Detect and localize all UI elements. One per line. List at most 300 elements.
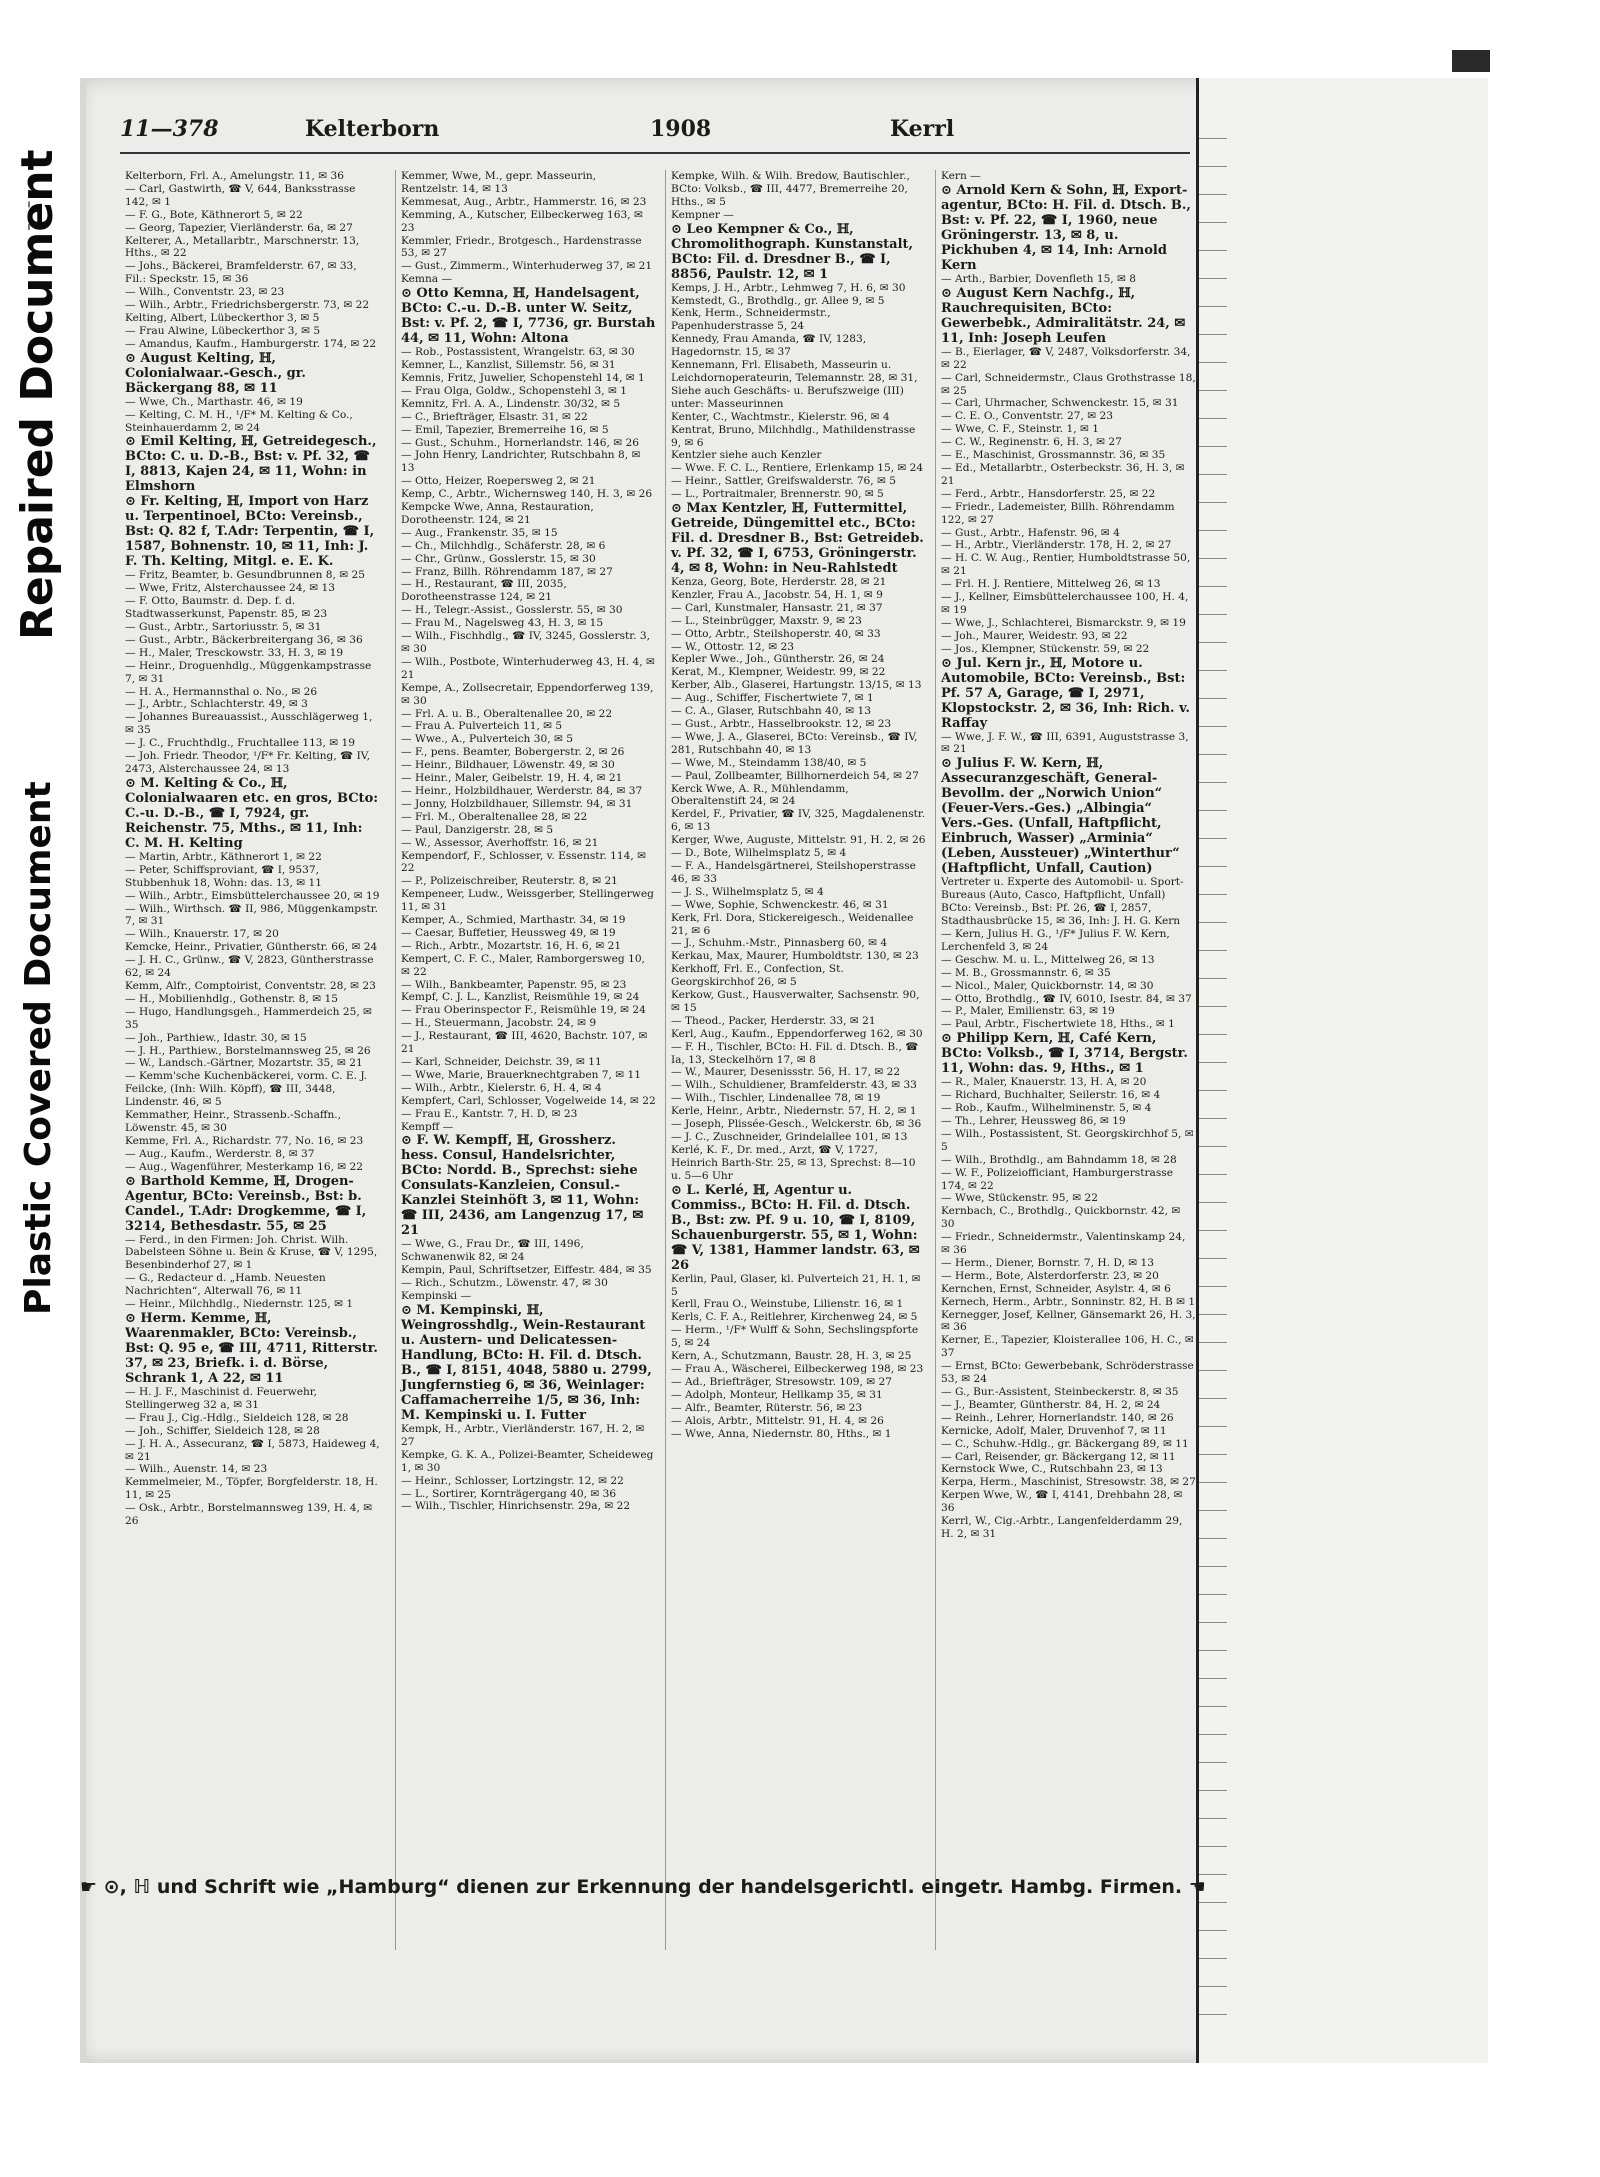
directory-entry: — Emil, Tapezier, Bremerreihe 16, ✉ 5 (401, 423, 609, 436)
directory-entry: — Carl, Kunstmaler, Hansastr. 21, ✉ 37 (671, 601, 883, 614)
directory-entry: Kemmesat, Aug., Arbtr., Hammerstr. 16, ✉ 23 (401, 195, 647, 208)
directory-entry: ⊙ Jul. Kern jr., ℍ, Motore u. Automobile, BCto: Vereinsb., Bst: Pf. 57 A, Garage, ☎ I, 2971, Klopstockstr. 2, ✉ 36, Inh: Rich. v. Raffay (941, 655, 1190, 731)
adjacent-page-text-fragment (1199, 1230, 1227, 1231)
directory-entry: — Geschw. M. u. L., Mittelweg 26, ✉ 13 (941, 953, 1155, 966)
directory-entry: Kernegger, Josef, Kellner, Gänsemarkt 26, H. 3, ✉ 36 (941, 1308, 1196, 1334)
directory-entry: — Heinr., Sattler, Greifswalderstr. 76, ✉ 5 (671, 475, 897, 488)
directory-entry: Kempe, A., Zollsecretair, Eppendorferweg 139, ✉ 30 (401, 681, 654, 707)
directory-entry: — Gust., Arbtr., Sartoriusstr. 5, ✉ 31 (125, 621, 322, 634)
directory-entry: Kerkow, Gust., Hausverwalter, Sachsenstr. 90, ✉ 15 (671, 989, 920, 1014)
directory-entry: — H., Arbtr., Vierländerstr. 178, H. 2, ✉ 27 (941, 539, 1172, 552)
directory-entry: Kelting, Albert, Lübeckerthor 3, ✉ 5 (125, 311, 320, 324)
directory-entry: — Frau M., Nagelsweg 43, H. 3, ✉ 15 (401, 617, 604, 630)
directory-entry: — Wilh., Brothdlg., am Bahndamm 18, ✉ 28 (941, 1153, 1177, 1166)
directory-entry: — Wilh., Arbtr., Eimsbüttelerchaussee 20, ✉ 19 (125, 889, 380, 902)
directory-entry: — J., Arbtr., Schlachterstr. 49, ✉ 3 (125, 698, 308, 711)
directory-entry: Kerpen Wwe, W., ☎ I, 4141, Drehbahn 28, ✉ 36 (941, 1489, 1183, 1515)
directory-entry: Kerat, M., Klempner, Weidestr. 99, ✉ 22 (671, 666, 886, 679)
directory-entry: — Chr., Grünw., Gosslerstr. 15, ✉ 30 (401, 552, 596, 565)
adjacent-page-text-fragment (1199, 978, 1227, 979)
directory-column-3 (665, 170, 926, 1950)
directory-entry: Kemp, C., Arbtr., Wichernsweg 140, H. 3, ✉ 26 (401, 488, 653, 501)
directory-entry: — W., Landsch.-Gärtner, Mozartstr. 35, ✉ 21 (125, 1057, 363, 1070)
adjacent-page-text-fragment (1199, 1454, 1227, 1455)
directory-entry: — Frau E., Kantstr. 7, H. D, ✉ 23 (401, 1107, 578, 1120)
directory-entry: Kemner, L., Kanzlist, Sillemstr. 56, ✉ 31 (401, 359, 616, 372)
directory-entry: Kernstock Wwe, C., Rutschbahn 23, ✉ 13 (941, 1463, 1163, 1476)
directory-entry: — Wilh., Auenstr. 14, ✉ 23 (125, 1463, 268, 1476)
directory-entry: Kerk, Frl. Dora, Stickereigesch., Weidenallee 21, ✉ 6 (671, 911, 914, 937)
directory-entry: — Ed., Metallarbtr., Osterbeckstr. 36, H. 3, ✉ 21 (941, 461, 1185, 487)
directory-entry: — Kelting, C. M. H., ¹/F* M. Kelting & Co., Steinhauerdamm 2, ✉ 24 (125, 408, 353, 434)
directory-entry: — J. H. A., Assecuranz, ☎ I, 5873, Haideweg 4, ✉ 21 (125, 1437, 380, 1463)
directory-entry: ⊙ August Kelting, ℍ, Colonialwaar.-Gesch., gr. Bäckergang 88, ✉ 11 (125, 350, 306, 396)
adjacent-page-text-fragment (1199, 1762, 1227, 1763)
adjacent-page-text-fragment (1199, 1566, 1227, 1567)
adjacent-page-text-fragment (1199, 1174, 1227, 1175)
adjacent-page-text-fragment (1199, 1062, 1227, 1063)
directory-entry: — Joh., Parthiew., Idastr. 30, ✉ 15 (125, 1031, 307, 1044)
directory-entry: — J. H., Parthiew., Borstelmannsweg 25, ✉ 26 (125, 1044, 371, 1057)
directory-entry: — Wwe, Ch., Marthastr. 46, ✉ 19 (125, 395, 303, 408)
directory-entry: ⊙ Fr. Kelting, ℍ, Import von Harz u. Terpentinoel, BCto: Vereinsb., Bst: Q. 82 f, T.Adr: Terpentin, ☎ I, 1587, Bohnenstr. 10, ✉ 11, Inh: J. F. Th. Kelting, Mitgl. e. E. K. (125, 494, 375, 570)
directory-entry: — Herm., ¹/F* Wulff & Sohn, Sechslingspforte 5, ✉ 24 (671, 1324, 919, 1350)
adjacent-page-text-fragment (1199, 586, 1227, 587)
directory-entry: — Reinh., Lehrer, Hornerlandstr. 140, ✉ 26 (941, 1411, 1174, 1424)
adjacent-page-text-fragment (1199, 1734, 1227, 1735)
adjacent-page-text-fragment (1199, 614, 1227, 615)
directory-entry: — Aug., Frankenstr. 35, ✉ 15 (401, 526, 558, 539)
directory-entry: ⊙ Arnold Kern & Sohn, ℍ, Export-agentur, BCto: H. Fil. d. Dtsch. B., Bst: v. Pf. 22, ☎ I, 1960, neue Gröningerstr. 13, ✉ 8, u. Pickhuben 4, ✉ 14, Inh: Arnold Kern (941, 182, 1191, 273)
repaired-document-label: Repaired Document (12, 149, 63, 640)
adjacent-page-text-fragment (1199, 1398, 1227, 1399)
directory-entry: — Ernst, BCto: Gewerbebank, Schröderstrasse 53, ✉ 24 (941, 1360, 1194, 1386)
directory-entry: Kenk, Herm., Schneidermstr., Papenhuderstrasse 5, 24 (671, 307, 831, 333)
directory-entry: Kempert, C. F. C., Maler, Ramborgersweg 10, ✉ 22 (401, 952, 645, 978)
directory-entry: — F. A., Handelsgärtnerei, Steilshoperstrasse 46, ✉ 33 (671, 859, 916, 885)
directory-entry: Kerdel, F., Privatier, ☎ IV, 325, Magdalenenstr. 6, ✉ 13 (671, 808, 926, 834)
directory-entry: — C. A., Glaser, Rutschbahn 40, ✉ 13 (671, 705, 871, 718)
directory-entry: — Rich., Schutzm., Löwenstr. 47, ✉ 30 (401, 1277, 608, 1290)
adjacent-page-text-fragment (1199, 1986, 1227, 1987)
adjacent-page-text-fragment (1199, 530, 1227, 531)
directory-entry: Kerls, C. F. A., Reitlehrer, Kirchenweg 24, ✉ 5 (671, 1311, 918, 1324)
directory-entry: — Wilh., Postassistent, St. Georgskirchhof 5, ✉ 5 (941, 1127, 1194, 1153)
adjacent-page-text-fragment (1199, 642, 1227, 643)
directory-entry: Kerl, Aug., Kaufm., Eppendorferweg 162, ✉ 30 (671, 1027, 923, 1040)
adjacent-page-text-fragment (1199, 1958, 1227, 1959)
directory-entry: — Frl. M., Oberaltenallee 28, ✉ 22 (401, 810, 588, 823)
directory-entry: — Carl, Uhrmacher, Schwenckestr. 15, ✉ 31 (941, 397, 1179, 410)
directory-entry: — C. E. O., Conventstr. 27, ✉ 23 (941, 410, 1113, 423)
directory-entry: Kenzler, Frau A., Jacobstr. 54, H. 1, ✉ 9 (671, 588, 883, 601)
directory-entry: ⊙ Emil Kelting, ℍ, Getreidegesch., BCto: C. u. D.-B., Bst: v. Pf. 32, ☎ I, 8813, Kajen 24, ✉ 11, Wohn: in Elmshorn (125, 434, 377, 495)
directory-entry: Kempin, Paul, Schriftsetzer, Eiffestr. 484, ✉ 35 (401, 1264, 652, 1277)
adjacent-page-text-fragment (1199, 502, 1227, 503)
directory-entry: — Kern, Julius H. G., ¹/F* Julius F. W. Kern, Lerchenfeld 3, ✉ 24 (941, 928, 1170, 953)
directory-entry: Kerle, Heinr., Arbtr., Niedernstr. 57, H. 2, ✉ 1 (671, 1105, 917, 1118)
header-first-entry: Kelterborn (305, 116, 440, 142)
directory-entry: — H. C. W. Aug., Rentier, Humboldtstrasse 50, ✉ 21 (941, 552, 1191, 578)
directory-entry: — Frau A., Wäscherei, Eilbeckerweg 198, ✉ 23 (671, 1362, 924, 1375)
adjacent-page-text-fragment (1199, 2014, 1227, 2015)
directory-entry: Kerpa, Herm., Maschinist, Stresowstr. 38, ✉ 27 (941, 1476, 1196, 1489)
directory-entry: ⊙ Herm. Kemme, ℍ, Waarenmakler, BCto: Vereinsb., Bst: Q. 95 e, ☎ III, 4711, Ritterstr. 37, ✉ 23, Briefk. i. d. Börse, Schrank 1, A 22, ✉ 11 (125, 1311, 378, 1386)
directory-entry: — Wwe, M., Steindamm 138/40, ✉ 5 (671, 756, 867, 769)
directory-column-4 (935, 170, 1196, 1950)
adjacent-page-text-fragment (1199, 1510, 1227, 1511)
directory-entry: — Franz, Billh. Röhrendamm 187, ✉ 27 (401, 565, 613, 578)
adjacent-page-text-fragment (1199, 810, 1227, 811)
directory-entry: Kerner, E., Tapezier, Kloisterallee 106, H. C., ✉ 37 (941, 1334, 1194, 1360)
directory-entry: — Theod., Packer, Herderstr. 33, ✉ 21 (671, 1014, 876, 1027)
directory-entry: — Frl. A. u. B., Oberaltenallee 20, ✉ 22 (401, 707, 613, 720)
directory-entry: Kemnis, Fritz, Juwelier, Schopenstehl 14, ✉ 1 (401, 371, 645, 384)
directory-entry: — Nicol., Maler, Quickbornstr. 14, ✉ 30 (941, 979, 1154, 992)
directory-entry: Kernech, Herm., Arbtr., Sonninstr. 82, H. B ✉ 1 (941, 1295, 1196, 1308)
directory-entry: — Wwe, Marie, Brauerknechtgraben 7, ✉ 11 (401, 1068, 641, 1081)
directory-entry: Kerrl, W., Cig.-Arbtr., Langenfelderdamm 29, H. 2, ✉ 31 (941, 1515, 1183, 1540)
directory-entry: — Heinr., Schlosser, Lortzingstr. 12, ✉ 22 (401, 1474, 624, 1487)
directory-entry: — Heinr., Holzbildhauer, Werderstr. 84, ✉ 37 (401, 784, 643, 797)
directory-entry: — Martin, Arbtr., Käthnerort 1, ✉ 22 (125, 850, 322, 863)
directory-entry: — D., Bote, Wilhelmsplatz 5, ✉ 4 (671, 847, 847, 860)
adjacent-page-text-fragment (1199, 922, 1227, 923)
footer-text: ⊙, ℍ und Schrift wie „Hamburg“ dienen zur Erkennung der handelsgerichtl. eingetr. Hambg. Firmen. (103, 1876, 1183, 1898)
plastic-covered-document-label: Plastic Covered Document (18, 781, 59, 1315)
directory-column-1 (125, 170, 380, 1950)
adjacent-page-text-fragment (1199, 1342, 1227, 1343)
adjacent-page-text-fragment (1199, 1426, 1227, 1427)
directory-entry: Kemm, Alfr., Comptoirist, Conventstr. 28, ✉ 23 (125, 979, 376, 992)
directory-entry: — Wwe, J. F. W., ☎ III, 6391, Auguststrasse 3, ✉ 21 (941, 730, 1189, 756)
directory-entry: Kerck Wwe, A. R., Mühlendamm, Oberaltenstift 24, ✉ 24 (671, 782, 849, 808)
directory-entry: — Wwe, J., Schlachterei, Bismarckstr. 9, ✉ 19 (941, 616, 1186, 629)
directory-entry: — Wilh., Tischler, Lindenallee 78, ✉ 19 (671, 1092, 881, 1105)
directory-entry: — Gust., Arbtr., Hafenstr. 96, ✉ 4 (941, 526, 1120, 539)
directory-entry: — Osk., Arbtr., Borstelmannsweg 139, H. 4, ✉ 26 (125, 1502, 373, 1528)
adjacent-page-text-fragment (1199, 1902, 1227, 1903)
directory-entry: ⊙ M. Kelting & Co., ℍ, Colonialwaaren etc. en gros, BCto: C.-u. D.-B., ☎ I, 7924, gr. Reichenstr. 75, Mths., ✉ 11, Inh: C. M. H. Kelting (125, 775, 379, 851)
directory-entry: — Arth., Barbier, Dovenfleth 15, ✉ 8 (941, 272, 1137, 285)
directory-entry: — Wilh., Tischler, Hinrichsenstr. 29a, ✉ 22 (401, 1500, 631, 1513)
directory-entry: Kerlé, K. F., Dr. med., Arzt, ☎ V, 1727, Heinrich Barth-Str. 25, ✉ 13, Sprechst: 8—10 u. 5—6 Uhr (671, 1143, 916, 1182)
directory-entry: Kempinski — (401, 1290, 472, 1303)
directory-entry: — Otto, Arbtr., Steilshoperstr. 40, ✉ 33 (671, 627, 881, 640)
directory-entry: — W. F., Polizeiofficiant, Hamburgerstrasse 174, ✉ 22 (941, 1166, 1173, 1192)
adjacent-page-text-fragment (1199, 1818, 1227, 1819)
directory-entry: — Wwe, Anna, Niedernstr. 80, Hths., ✉ 1 (671, 1427, 892, 1440)
adjacent-page-text-fragment (1199, 222, 1227, 223)
directory-entry: ⊙ August Kern Nachfg., ℍ, Rauchrequisiten, BCto: Gewerbebk., Admiralitätstr. 24, ✉ 11, Inh: Joseph Leufen (941, 285, 1186, 346)
adjacent-page-text-fragment (1199, 1482, 1227, 1483)
directory-entry: — Heinr., Maler, Geibelstr. 19, H. 4, ✉ 21 (401, 772, 623, 785)
adjacent-page-text-fragment (1199, 1090, 1227, 1091)
adjacent-page-text-fragment (1199, 1790, 1227, 1791)
directory-entry: — Wilh., Knauerstr. 17, ✉ 20 (125, 928, 279, 941)
directory-entry: Kennedy, Frau Amanda, ☎ IV, 1283, Hagedornstr. 15, ✉ 37 (671, 333, 867, 359)
directory-entry: — Otto, Heizer, Roepersweg 2, ✉ 21 (401, 475, 596, 488)
directory-entry: — Kemm'sche Kuchenbäckerei, vorm. C. E. J. Feilcke, (Inh: Wilh. Köpff), ☎ III, 3448, Lindenstr. 46, ✉ 5 (125, 1070, 368, 1109)
bottom-band (0, 2065, 1600, 2177)
adjacent-page-text-fragment (1199, 838, 1227, 839)
directory-entry: ⊙ Philipp Kern, ℍ, Café Kern, BCto: Volksb., ☎ I, 3714, Bergstr. 11, Wohn: das. 9, Hths., ✉ 1 (941, 1031, 1188, 1077)
directory-entry: Kentzler siehe auch Kenzler (671, 449, 822, 462)
directory-entry: — Wilh., Fischhdlg., ☎ IV, 3245, Gosslerstr. 3, ✉ 30 (401, 630, 651, 655)
directory-entry: — G., Bur.-Assistent, Steinbeckerstr. 8, ✉ 35 (941, 1386, 1179, 1398)
directory-entry: — Joh. Friedr. Theodor, ¹/F* Fr. Kelting, ☎ IV, 2473, Alsterchaussee 24, ✉ 13 (125, 750, 370, 775)
directory-entry: — H., Maler, Tresckowstr. 33, H. 3, ✉ 19 (125, 646, 344, 659)
directory-entry: Kempke, G. K. A., Polizei-Beamter, Scheideweg 1, ✉ 30 (401, 1448, 654, 1474)
adjacent-page-text-fragment (1199, 950, 1227, 951)
directory-entry: — Georg, Tapezier, Vierländerstr. 6a, ✉ 27 (125, 221, 353, 234)
adjacent-page-text-fragment (1199, 474, 1227, 475)
directory-entry: Kepler Wwe., Joh., Güntherstr. 26, ✉ 24 (671, 653, 885, 666)
adjacent-page-text-fragment (1199, 1146, 1227, 1147)
directory-entry: — Wilh., Bankbeamter, Papenstr. 95, ✉ 23 (401, 978, 627, 991)
page-footer (80, 1876, 1206, 1906)
adjacent-page-text-fragment (1199, 166, 1227, 167)
adjacent-page-text-fragment (1199, 334, 1227, 335)
adjacent-page-text-fragment (1199, 726, 1227, 727)
directory-entry: — Gust., Zimmerm., Winterhuderweg 37, ✉ 21 (401, 260, 653, 273)
directory-entry: — Rob., Kaufm., Wilhelminenstr. 5, ✉ 4 (941, 1102, 1152, 1115)
directory-entry: — Th., Lehrer, Heussweg 86, ✉ 19 (941, 1114, 1126, 1127)
directory-entry: Kempeneer, Ludw., Weissgerber, Stellingerweg 11, ✉ 31 (401, 888, 654, 914)
pointing-hand-icon: ☚ (1188, 1876, 1206, 1898)
directory-entry: — P., Polizeischreiber, Reuterstr. 8, ✉ 21 (401, 875, 618, 888)
directory-entry: — Herm., Diener, Bornstr. 7, H. D, ✉ 13 (941, 1256, 1154, 1269)
directory-entry: — Heinr., Droguenhdlg., Müggenkampstrasse 7, ✉ 31 (125, 659, 372, 685)
directory-entry: Kemna — (401, 273, 453, 286)
directory-entry: Kemmelmeier, M., Töpfer, Borgfelderstr. 18, H. 11, ✉ 25 (125, 1476, 378, 1502)
directory-entry: ⊙ Barthold Kemme, ℍ, Drogen-Agentur, BCto: Vereinsb., Bst: b. Candel., T.Adr: Drogkemme, ☎ I, 3214, Bethesdastr. 55, ✉ 25 (125, 1173, 367, 1234)
directory-entry: ⊙ L. Kerlé, ℍ, Agentur u. Commiss., BCto: H. Fil. d. Dtsch. B., Bst: zw. Pf. 9 u. 10, ☎ I, 8109, Schauenburgerstr. 55, ✉ 1, Wohn: ☎ V, 1381, Hammer landstr. 63, ✉ 26 (671, 1182, 920, 1273)
adjacent-page-text-fragment (1199, 1706, 1227, 1707)
directory-entry: — W., Maurer, Desenissstr. 56, H. 17, ✉ 22 (671, 1066, 901, 1079)
directory-entry: — J., Beamter, Güntherstr. 84, H. 2, ✉ 24 (941, 1398, 1161, 1411)
page-header (120, 114, 1190, 154)
directory-entry: — C., Briefträger, Elsastr. 31, ✉ 22 (401, 410, 588, 423)
directory-entry: — J. H. C., Grünw., ☎ V, 2823, Güntherstrasse 62, ✉ 24 (125, 954, 374, 980)
directory-entry: Kemcke, Heinr., Privatier, Güntherstr. 66, ✉ 24 (125, 941, 378, 954)
adjacent-page-text-fragment (1199, 782, 1227, 783)
directory-entry: Kempfert, Carl, Schlosser, Vogelweide 14, ✉ 22 (401, 1094, 656, 1107)
directory-entry: Kerber, Alb., Glaserei, Hartungstr. 13/15, ✉ 13 (671, 679, 922, 692)
adjacent-page-text-fragment (1199, 1006, 1227, 1007)
directory-entry: — F. H., Tischler, BCto: H. Fil. d. Dtsch. B., ☎ Ia, 13, Steckelhörn 17, ✉ 8 (671, 1040, 919, 1066)
adjacent-page-text-fragment (1199, 1594, 1227, 1595)
directory-entry: — W., Ottostr. 12, ✉ 23 (671, 640, 794, 653)
directory-entry: — C., Schuhw.-Hdlg., gr. Bäckergang 89, ✉ 11 (941, 1437, 1189, 1450)
directory-entry: — Caesar, Buffetier, Heussweg 49, ✉ 19 (401, 926, 616, 939)
adjacent-page-text-fragment (1199, 306, 1227, 307)
directory-entry: — H., Mobilienhdlg., Gothenstr. 8, ✉ 15 (125, 992, 338, 1005)
directory-entry: — Gust., Schuhm., Hornerlandstr. 146, ✉ 26 (401, 436, 640, 449)
directory-entry: Vertreter u. Experte des Automobil- u. Sport-Bureaus (Auto, Casco, Haftpflicht, Unfall) (941, 876, 1184, 902)
directory-entry: Kelterer, A., Metallarbtr., Marschnerstr. 13, Hths., ✉ 22 (125, 234, 360, 260)
directory-entry: — J., Schuhm.-Mstr., Pinnasberg 60, ✉ 4 (671, 937, 888, 950)
directory-entry: — Frau Olga, Goldw., Schopenstehl 3, ✉ 1 (401, 384, 627, 397)
directory-entry: Kemps, J. H., Arbtr., Lehmweg 7, H. 6, ✉ 30 (671, 281, 906, 294)
directory-entry: — F., pens. Beamter, Bobergerstr. 2, ✉ 26 (401, 746, 625, 759)
directory-entry: Kempner — (671, 208, 734, 221)
adjacent-page-text-fragment (1199, 194, 1227, 195)
directory-entry: — Wwe., A., Pulverteich 30, ✉ 5 (401, 733, 573, 746)
directory-entry: — C. W., Reginenstr. 6, H. 3, ✉ 27 (941, 436, 1122, 449)
directory-entry: — J., Restaurant, ☎ III, 4620, Bachstr. 107, ✉ 21 (401, 1030, 648, 1056)
directory-entry: ⊙ Max Kentzler, ℍ, Futtermittel, Getreide, Düngemittel etc., BCto: Fil. d. Dresdner B., Bst: Getreideb. v. Pf. 32, ☎ I, 6753, Gröningerstr. 4, ✉ 8, Wohn: in Neu-Rahlstedt (671, 501, 924, 577)
scanned-page (80, 78, 1485, 2063)
directory-entry: — Rich., Arbtr., Mozartstr. 16, H. 6, ✉ 21 (401, 939, 622, 952)
side-labels (0, 90, 75, 1315)
directory-entry: — Johannes Bureauassist., Ausschlägerweg 1, ✉ 35 (125, 711, 373, 737)
directory-entry: Kenter, C., Wachtmstr., Kielerstr. 96, ✉ 4 (671, 410, 890, 423)
top-band (0, 0, 1600, 50)
directory-entry: — Aug., Schiffer, Fischertwiete 7, ✉ 1 (671, 692, 874, 705)
directory-entry: — H., Steuermann, Jacobstr. 24, ✉ 9 (401, 1017, 597, 1030)
directory-entry: Kernicke, Adolf, Maler, Druvenhof 7, ✉ 11 (941, 1424, 1167, 1437)
directory-entry: — Wwe, J. A., Glaserei, BCto: Vereinsb., ☎ IV, 281, Rutschbahn 40, ✉ 13 (671, 730, 918, 756)
directory-entry: — Friedr., Lademeister, Billh. Röhrendamm 122, ✉ 27 (941, 500, 1175, 526)
directory-entry: — Frau Oberinspector F., Reismühle 19, ✉ 24 (401, 1004, 646, 1017)
adjacent-page-text-fragment (1199, 278, 1227, 279)
directory-entry: — Aug., Kaufm., Werderstr. 8, ✉ 37 (125, 1147, 315, 1160)
directory-entry: — Herm., Bote, Alsterdorferstr. 23, ✉ 20 (941, 1269, 1159, 1282)
pointing-hand-icon: ☛ (80, 1876, 98, 1898)
directory-entry: Kerll, Frau O., Weinstube, Lilienstr. 16, ✉ 1 (671, 1298, 904, 1311)
directory-entry: — Ad., Briefträger, Stresowstr. 109, ✉ 27 (671, 1375, 892, 1388)
directory-entry: — Heinr., Milchhdlg., Niedernstr. 125, ✉ 1 (125, 1298, 354, 1311)
directory-entry: — Rob., Postassistent, Wrangelstr. 63, ✉ 30 (401, 346, 635, 359)
directory-entry: — Richard, Buchhalter, Seilerstr. 16, ✉ 4 (941, 1089, 1161, 1102)
header-year: 1908 (650, 116, 712, 142)
directory-entry: Kempff — (401, 1120, 454, 1133)
directory-entry: — Frau A. Pulverteich 11, ✉ 5 (401, 720, 563, 733)
adjacent-page-text-fragment (1199, 1874, 1227, 1875)
directory-entry: — P., Maler, Emilienstr. 63, ✉ 19 (941, 1005, 1115, 1018)
directory-entry: — Paul, Zollbeamter, Billhornerdeich 54, ✉ 27 (671, 769, 919, 782)
directory-entry: — Fritz, Beamter, b. Gesundbrunnen 8, ✉ 25 (125, 569, 365, 582)
adjacent-page-text-fragment (1199, 754, 1227, 755)
directory-entry: ⊙ F. W. Kempff, ℍ, Grossherz. hess. Consul, Handelsrichter, BCto: Nordd. B., Sprechst: siehe Consulats-Kanzleien, Consul.-Kanzlei Steinhöft 3, ✉ 11, Wohn: ☎ III, 2436, am Langenzug 17, ✉ 21 (401, 1133, 644, 1239)
directory-entry: — Joh., Maurer, Weidestr. 93, ✉ 22 (941, 629, 1128, 642)
header-last-entry: Kerrl (890, 116, 955, 142)
directory-entry: Kernbach, C., Brothdlg., Quickbornstr. 42, ✉ 30 (941, 1205, 1181, 1231)
directory-column-2 (395, 170, 656, 1950)
directory-entry: — Wwe, Fritz, Alsterchaussee 24, ✉ 13 (125, 582, 335, 595)
directory-entry: — Otto, Brothdlg., ☎ IV, 6010, Isestr. 84, ✉ 37 (941, 992, 1192, 1005)
directory-entry: Kelterborn, Frl. A., Amelungstr. 11, ✉ 36 (125, 170, 344, 182)
directory-entry: — Johs., Bäckerei, Bramfelderstr. 67, ✉ 33, Fil.: Speckstr. 15, ✉ 36 (125, 260, 357, 286)
adjacent-page-text-fragment (1199, 894, 1227, 895)
directory-entry: Kerkhoff, Frl. E., Confection, St. Georgskirchhof 26, ✉ 5 (671, 963, 844, 989)
directory-entry: — Wwe, Stückenstr. 95, ✉ 22 (941, 1192, 1098, 1205)
directory-entry: — Frl. H. J. Rentiere, Mittelweg 26, ✉ 13 (941, 578, 1161, 591)
directory-entry: — J., Kellner, Eimsbüttelerchaussee 100, H. 4, ✉ 19 (941, 591, 1189, 616)
directory-entry: Kempendorf, F., Schlosser, v. Essenstr. 114, ✉ 22 (401, 849, 646, 875)
directory-entry: Kernchen, Ernst, Schneider, Asylstr. 4, ✉ 6 (941, 1282, 1171, 1295)
adjacent-page-text-fragment (1199, 362, 1227, 363)
adjacent-page-text-fragment (1199, 1538, 1227, 1539)
directory-entry: — John Henry, Landrichter, Rutschbahn 8, ✉ 13 (401, 449, 641, 475)
directory-entry: Kerger, Wwe, Auguste, Mittelstr. 91, H. 2, ✉ 26 (671, 834, 926, 847)
directory-entry: — Wwe. F. C. L., Rentiere, Erlenkamp 15, ✉ 24 (671, 462, 924, 475)
directory-entry: — J. C., Fruchthdlg., Fruchtallee 113, ✉ 19 (125, 737, 356, 750)
directory-entry: — Heinr., Bildhauer, Löwenstr. 49, ✉ 30 (401, 759, 615, 772)
directory-entry: — Frau Alwine, Lübeckerthor 3, ✉ 5 (125, 324, 321, 337)
directory-entry: Kemper, A., Schmied, Marthastr. 34, ✉ 19 (401, 914, 626, 927)
adjacent-page-text-fragment (1199, 558, 1227, 559)
adjacent-page-text-fragment (1199, 250, 1227, 251)
directory-entry: — Ferd., in den Firmen: Joh. Christ. Wilh. Dabelsteen Söhne u. Bein & Kruse, ☎ V, 1295, Besenbinderhof 27, ✉ 1 (125, 1233, 378, 1272)
directory-entry: — Carl, Schneidermstr., Claus Grothstrasse 18, ✉ 25 (941, 371, 1196, 397)
directory-entry: — Joh., Schiffer, Sieldeich 128, ✉ 28 (125, 1424, 320, 1437)
directory-entry: — Alfr., Beamter, Rüterstr. 56, ✉ 23 (671, 1401, 863, 1414)
directory-entry: — H. A., Hermannsthal o. No., ✉ 26 (125, 685, 318, 698)
directory-entry: ⊙ Otto Kemna, ℍ, Handelsagent, BCto: C.-u. D.-B. unter W. Seitz, Bst: v. Pf. 2, ☎ I, 7736, gr. Burstah 44, ✉ 11, Wohn: Altona (401, 286, 656, 347)
directory-entry: — E., Maschinist, Grossmannstr. 36, ✉ 35 (941, 449, 1166, 462)
directory-entry: Kempk, H., Arbtr., Vierländerstr. 167, H. 2, ✉ 27 (401, 1422, 645, 1448)
directory-entry: — R., Maler, Knauerstr. 13, H. A, ✉ 20 (941, 1076, 1147, 1089)
directory-entry: Kern — (941, 170, 981, 182)
directory-entry: — G., Redacteur d. „Hamb. Neuesten Nachrichten“, Alterwall 76, ✉ 11 (125, 1272, 326, 1298)
directory-entry: — Wilh., Wirthsch. ☎ II, 986, Müggenkampstr. 7, ✉ 31 (125, 902, 378, 928)
directory-entry: — Amandus, Kaufm., Hamburgerstr. 174, ✉ 22 (125, 337, 377, 350)
directory-entry: — Joseph, Plissée-Gesch., Welckerstr. 6b, ✉ 36 (671, 1118, 922, 1131)
adjacent-page-text-fragment (1199, 1930, 1227, 1931)
directory-entry: Kenza, Georg, Bote, Herderstr. 28, ✉ 21 (671, 576, 887, 589)
directory-entry: — F. G., Bote, Käthnerort 5, ✉ 22 (125, 208, 303, 221)
directory-entry: — Gust., Arbtr., Bäckerbreitergang 36, ✉ 36 (125, 633, 363, 646)
directory-entry: — L., Sortirer, Kornträgergang 40, ✉ 36 (401, 1487, 617, 1500)
directory-entry: Kemmler, Friedr., Brotgesch., Hardenstrasse 53, ✉ 27 (401, 234, 642, 260)
directory-entry: Kemmer, Wwe, M., gepr. Masseurin, Rentzelstr. 14, ✉ 13 (401, 170, 597, 195)
directory-entry: — Friedr., Schneidermstr., Valentinskamp 24, ✉ 36 (941, 1231, 1186, 1257)
directory-entry: — L., Steinbrügger, Maxstr. 9, ✉ 23 (671, 614, 862, 627)
directory-entry: — H., Restaurant, ☎ III, 2035, Dorotheenstrasse 124, ✉ 21 (401, 578, 567, 604)
directory-entry: Kerlin, Paul, Glaser, kl. Pulverteich 21, H. 1, ✉ 5 (671, 1272, 921, 1298)
directory-entry: — Paul, Arbtr., Fischertwiete 18, Hths., ✉ 1 (941, 1018, 1175, 1031)
adjacent-page-text-fragment (1199, 1258, 1227, 1259)
directory-entry: — W., Assessor, Averhoffstr. 16, ✉ 21 (401, 836, 599, 849)
directory-entry: — Karl, Schneider, Deichstr. 39, ✉ 11 (401, 1056, 602, 1068)
directory-entry: — Wwe, Sophie, Schwenckestr. 46, ✉ 31 (671, 898, 889, 911)
adjacent-page-text-fragment (1199, 866, 1227, 867)
adjacent-page-text-fragment (1199, 1314, 1227, 1315)
adjacent-page-text-fragment (1199, 1678, 1227, 1679)
adjacent-page-text-fragment (1199, 446, 1227, 447)
directory-entry: Kerkau, Max, Maurer, Humboldtstr. 130, ✉ 23 (671, 950, 919, 963)
directory-entry: — Frau J., Cig.-Hdlg., Sieldeich 128, ✉ 28 (125, 1411, 349, 1424)
directory-entry: — Ch., Milchhdlg., Schäferstr. 28, ✉ 6 (401, 539, 606, 552)
directory-entry: — Wwe, G., Frau Dr., ☎ III, 1496, Schwanenwik 82, ✉ 24 (401, 1238, 584, 1264)
adjacent-page-text-fragment (1199, 698, 1227, 699)
directory-entry: — J. C., Zuschneider, Grindelallee 101, ✉ 13 (671, 1131, 908, 1143)
directory-entry: Kemmather, Heinr., Strassenb.-Schaffn., Löwenstr. 45, ✉ 30 (125, 1109, 342, 1134)
directory-entry: Kern, A., Schutzmann, Baustr. 28, H. 3, ✉ 25 (671, 1350, 912, 1363)
adjacent-page-text-fragment (1199, 1202, 1227, 1203)
directory-entry: — H. J. F., Maschinist d. Feuerwehr, Stellingerweg 32 a, ✉ 31 (125, 1386, 318, 1411)
directory-entry: Kempke, Wilh. & Wilh. Bredow, Bautischler., BCto: Volksb., ☎ III, 4477, Bremerreihe 20, Hths., ✉ 5 (671, 170, 910, 208)
directory-entry: ⊙ M. Kempinski, ℍ, Weingrosshdlg., Wein-Restaurant u. Austern- und Delicatessen-Handlung, BCto: H. Fil. d. Dtsch. B., ☎ I, 8151, 4048, 5880 u. 2799, Jungfernstieg 6, ✉ 36, Weinlager: Caffamacherreihe 1/5, ✉ 36, Inh: M. Kempinski u. I. Futter (401, 1302, 652, 1423)
directory-entry: — Ferd., Arbtr., Hansdorferstr. 25, ✉ 22 (941, 487, 1156, 500)
directory-entry: Kempcke Wwe, Anna, Restauration, Dorotheenstr. 124, ✉ 21 (401, 501, 594, 526)
directory-columns (125, 170, 1200, 1950)
directory-entry: — F. Otto, Baumstr. d. Dep. f. d. Stadtwasserkunst, Papenstr. 85, ✉ 23 (125, 595, 328, 621)
directory-entry: — H., Telegr.-Assist., Gosslerstr. 55, ✉ 30 (401, 604, 623, 617)
directory-entry: — Aug., Wagenführer, Mesterkamp 16, ✉ 22 (125, 1160, 364, 1173)
